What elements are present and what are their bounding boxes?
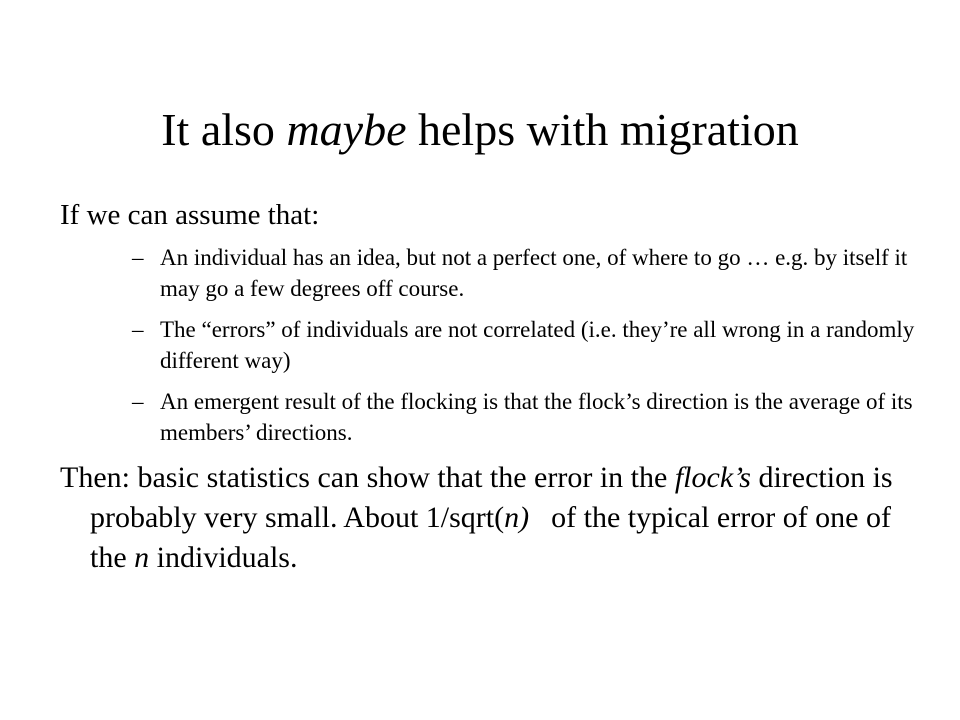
conclusion-part-2: direction is probably very small. About 1/sqrt(: [90, 461, 893, 534]
conclusion-part-1: Then: basic statistics can show that the error in the: [60, 461, 675, 494]
bullet-dash: –: [132, 245, 144, 270]
conclusion-part-4: individuals.: [149, 541, 298, 574]
conclusion-emphasis-n: n): [504, 501, 530, 534]
conclusion-text: [60, 458, 930, 578]
lead-text: If we can assume that:: [60, 199, 320, 231]
conclusion-emphasis-n-2: n: [134, 541, 150, 574]
slide-title: [0, 102, 960, 158]
conclusion-part-3: of the typical error of one of the: [90, 501, 891, 574]
bullet-3: [132, 386, 930, 448]
bullet-dash: –: [132, 317, 144, 342]
slide-body: [60, 196, 930, 578]
bullet-3-text: An emergent result of the flocking is that the flock’s direction is the average of its members’ directions.: [160, 389, 913, 445]
bullet-dash: –: [132, 389, 144, 414]
title-part-1: It also: [161, 104, 287, 155]
bullet-2: [132, 314, 930, 376]
title-part-2: helps with migration: [406, 104, 799, 155]
title-emphasis: maybe: [286, 104, 407, 155]
conclusion-emphasis-flocks: flock’s: [674, 461, 751, 494]
bullet-1: [132, 242, 930, 304]
bullet-1-text: An individual has an idea, but not a perfect one, of where to go … e.g. by itself it may go a few degrees off course.: [160, 245, 908, 301]
bullet-2-text: The “errors” of individuals are not correlated (i.e. they’re all wrong in a randomly different way): [160, 317, 915, 373]
